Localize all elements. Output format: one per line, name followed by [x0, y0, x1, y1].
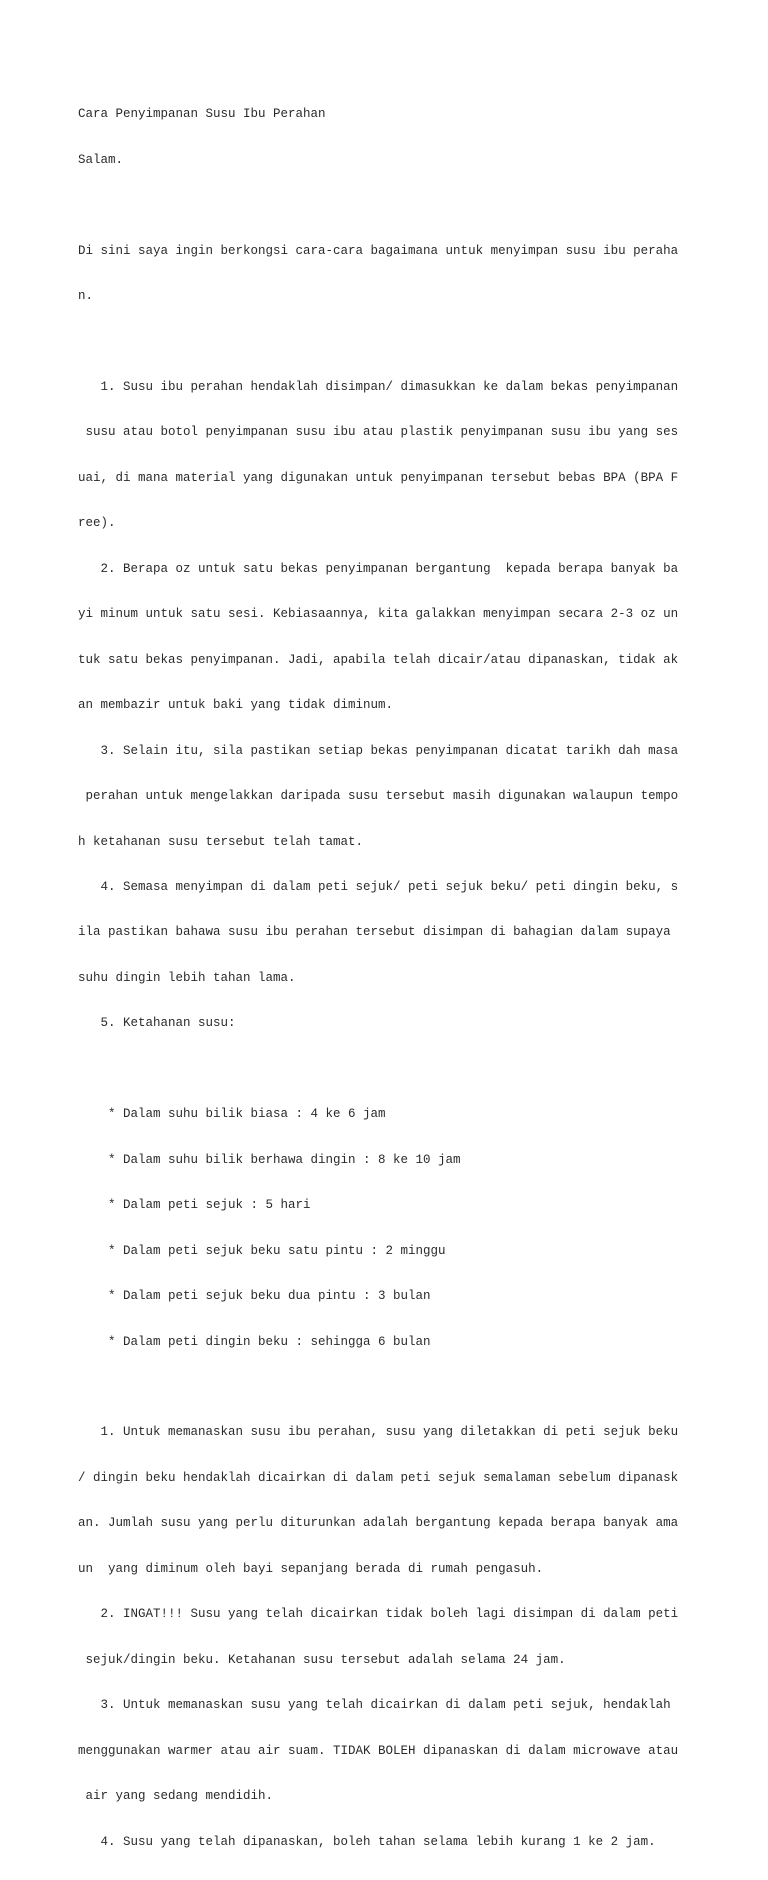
intro-line: n. [78, 289, 94, 304]
warming-point-line: air yang sedang mendidih. [78, 1789, 274, 1804]
storage-point-line: suhu dingin lebih tahan lama. [78, 970, 296, 985]
storage-point-line: susu atau botol penyimpanan susu ibu atau plastik penyimpanan susu ibu yang ses [78, 425, 679, 440]
storage-point-line: uai, di mana material yang digunakan untuk penyimpanan tersebut bebas BPA (BPA F [78, 470, 679, 485]
greeting-line: Salam. [78, 152, 124, 167]
document-body [78, 77, 728, 1880]
storage-point-line: h ketahanan susu tersebut telah tamat. [78, 834, 364, 849]
warming-point-line: 4. Susu yang telah dipanaskan, boleh tahan selama lebih kurang 1 ke 2 jam. [78, 1834, 656, 1849]
blank-line [78, 335, 728, 350]
storage-point-line: 3. Selain itu, sila pastikan setiap bekas penyimpanan dicatat tarikh dah masa [78, 743, 679, 758]
shelf-life-bullet: * Dalam suhu bilik berhawa dingin : 8 ke 10 jam [78, 1152, 461, 1167]
warming-point-line: 1. Untuk memanaskan susu ibu perahan, susu yang diletakkan di peti sejuk beku [78, 1425, 679, 1440]
shelf-life-bullet: * Dalam peti sejuk beku satu pintu : 2 minggu [78, 1243, 446, 1258]
shelf-life-bullet: * Dalam suhu bilik biasa : 4 ke 6 jam [78, 1107, 386, 1122]
storage-point-line: an membazir untuk baki yang tidak diminum. [78, 698, 394, 713]
storage-point-line: 4. Semasa menyimpan di dalam peti sejuk/ peti sejuk beku/ peti dingin beku, s [78, 880, 679, 895]
shelf-life-bullet: * Dalam peti sejuk : 5 hari [78, 1198, 311, 1213]
document-title: Cara Penyimpanan Susu Ibu Perahan [78, 107, 326, 122]
warming-point-line: / dingin beku hendaklah dicairkan di dalam peti sejuk semalaman sebelum dipanask [78, 1470, 679, 1485]
blank-line [78, 1380, 728, 1395]
storage-point-line: ila pastikan bahawa susu ibu perahan tersebut disimpan di bahagian dalam supaya [78, 925, 671, 940]
storage-point-line: tuk satu bekas penyimpanan. Jadi, apabila telah dicair/atau dipanaskan, tidak ak [78, 652, 679, 667]
blank-line [78, 1062, 728, 1077]
storage-point-line: 1. Susu ibu perahan hendaklah disimpan/ dimasukkan ke dalam bekas penyimpanan [78, 380, 679, 395]
shelf-life-bullet: * Dalam peti dingin beku : sehingga 6 bulan [78, 1334, 431, 1349]
blank-line [78, 198, 728, 213]
warming-point-line: menggunakan warmer atau air suam. TIDAK BOLEH dipanaskan di dalam microwave atau [78, 1743, 679, 1758]
storage-point-line: yi minum untuk satu sesi. Kebiasaannya, kita galakkan menyimpan secara 2-3 oz un [78, 607, 679, 622]
storage-point-line: ree). [78, 516, 116, 531]
warming-point-line: 2. INGAT!!! Susu yang telah dicairkan tidak boleh lagi disimpan di dalam peti [78, 1607, 679, 1622]
storage-point-line: 2. Berapa oz untuk satu bekas penyimpanan bergantung kepada berapa banyak ba [78, 561, 679, 576]
storage-point-line: perahan untuk mengelakkan daripada susu tersebut masih digunakan walaupun tempo [78, 789, 679, 804]
warming-point-line: an. Jumlah susu yang perlu diturunkan adalah bergantung kepada berapa banyak ama [78, 1516, 679, 1531]
warming-point-line: un yang diminum oleh bayi sepanjang berada di rumah pengasuh. [78, 1561, 544, 1576]
warming-point-line: 3. Untuk memanaskan susu yang telah dicairkan di dalam peti sejuk, hendaklah [78, 1698, 671, 1713]
intro-line: Di sini saya ingin berkongsi cara-cara bagaimana untuk menyimpan susu ibu peraha [78, 243, 679, 258]
warming-point-line: sejuk/dingin beku. Ketahanan susu tersebut adalah selama 24 jam. [78, 1652, 566, 1667]
shelf-life-bullet: * Dalam peti sejuk beku dua pintu : 3 bulan [78, 1289, 431, 1304]
storage-point-line: 5. Ketahanan susu: [78, 1016, 236, 1031]
